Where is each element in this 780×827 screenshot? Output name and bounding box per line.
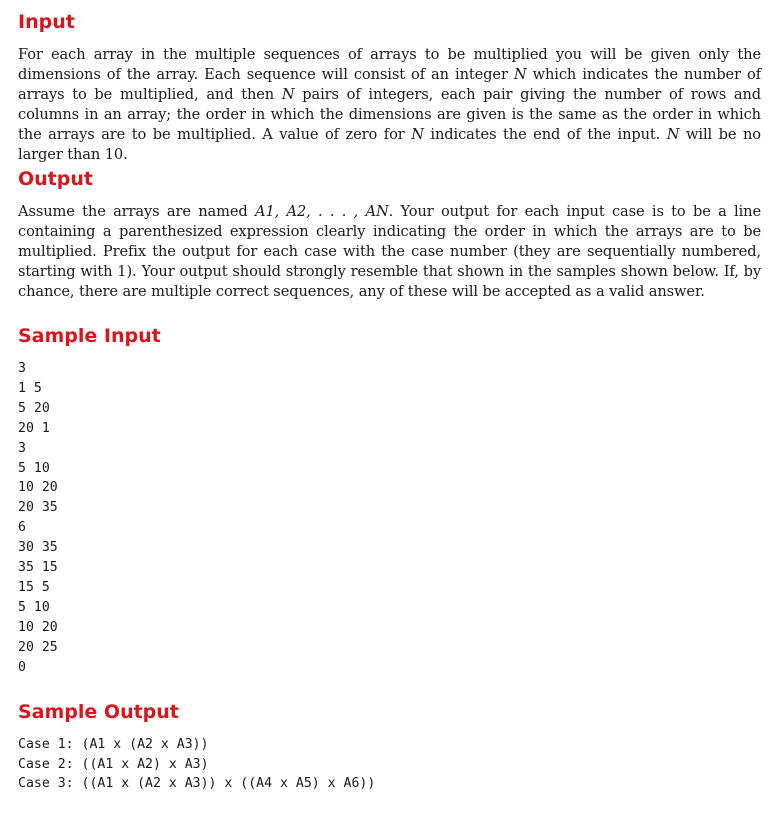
output-description (18, 202, 761, 302)
input-text-5: will be no larger than 10. (18, 126, 761, 163)
math-n: N (666, 126, 680, 143)
input-text-2: which indicates the number of arrays to be multiplied, and then (18, 66, 762, 103)
sample-input-line: 3 (18, 440, 26, 456)
sample-input-line: 5 20 (18, 400, 50, 416)
sample-input-line: 20 35 (18, 500, 58, 516)
math-array-names: A1, A2, . . . , AN (255, 203, 389, 220)
math-n: N (281, 86, 295, 103)
math-n: N (513, 66, 527, 83)
sample-input-block (18, 359, 58, 678)
sample-output-line: Case 3: ((A1 x (A2 x A3)) x ((A4 x A5) x A6)) (18, 776, 376, 792)
sample-input-line: 15 5 (18, 579, 50, 595)
input-text-4: indicates the end of the input. (423, 126, 667, 143)
sample-input-heading: Sample Input (18, 325, 161, 347)
sample-input-line: 5 10 (18, 599, 50, 615)
sample-input-line: 0 (18, 659, 26, 675)
sample-output-block (18, 735, 375, 794)
sample-input-line: 3 (18, 361, 26, 376)
sample-output-line: Case 1: (A1 x (A2 x A3)) (18, 737, 209, 752)
sample-input-line: 35 15 (18, 560, 58, 576)
output-text-1: Assume the arrays are named (18, 203, 256, 220)
sample-input-line: 10 20 (18, 619, 58, 635)
sample-output-heading: Sample Output (18, 701, 179, 723)
sample-input-line: 5 10 (18, 460, 50, 476)
output-text-2: . Your output for each input case is to be a line containing a parenthesized expression clearly indicating the order in which the arrays are to be multiplied. Prefix the output for each case with the case number (they are sequentially numbered, starting with 1). Your output should strongly resemble that shown in the samples shown below. If, by chance, there are multiple correct sequences, any of these will be accepted as a valid answer. (18, 203, 761, 300)
math-n: N (411, 126, 424, 143)
sample-input-line: 20 1 (18, 420, 50, 436)
sample-input-line: 20 25 (18, 639, 58, 655)
output-heading: Output (18, 168, 93, 190)
input-heading: Input (18, 11, 75, 33)
sample-output-line: Case 2: ((A1 x A2) x A3) (18, 756, 209, 772)
sample-input-line: 30 35 (18, 540, 58, 556)
sample-input-line: 6 (18, 520, 26, 536)
input-description (18, 45, 761, 165)
input-text-1: For each array in the multiple sequences of arrays to be multiplied you will be given only the dimensions of the array. Each sequence will consist of an integer (18, 46, 761, 83)
sample-input-line: 1 5 (18, 380, 42, 396)
input-text-3: pairs of integers, each pair giving the number of rows and columns in an array; the order in which the dimensions are given is the same as the order in which the arrays are to be multiplied. A value of zero for (18, 86, 762, 143)
sample-input-line: 10 20 (18, 480, 58, 496)
